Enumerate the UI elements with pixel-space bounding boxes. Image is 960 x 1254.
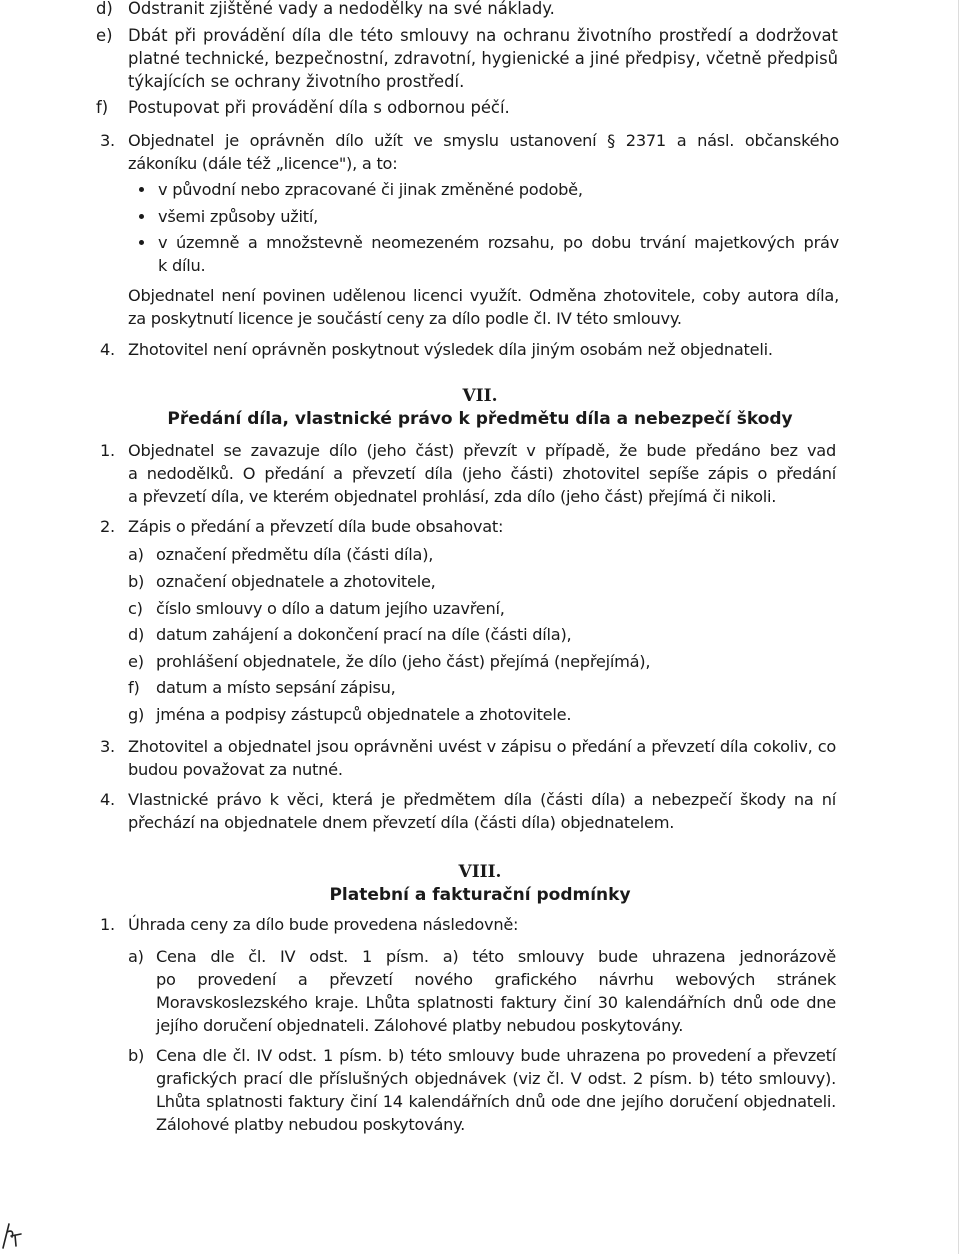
bullet-item: v původní nebo zpracované či jinak změněné podobě, (158, 180, 583, 199)
sub-item: označení předmětu díla (části díla), (156, 545, 434, 564)
item-number: 2. (100, 517, 115, 536)
section-number: VIII. (458, 862, 502, 882)
section-number: VII. (462, 386, 498, 406)
bullet-icon (139, 214, 144, 219)
sub-marker: a) (128, 545, 144, 564)
item-marker: e) (96, 26, 113, 45)
section-title: Předání díla, vlastnické právo k předmětu díla a nebezpečí škody (167, 409, 793, 429)
handwritten-initials-mark (0, 1218, 26, 1252)
item-f-text: Postupovat při provádění díla s odbornou péčí. (128, 98, 510, 117)
item-number: 3. (100, 131, 115, 150)
sub-item: prohlášení objednatele, že dílo (jeho část) přejímá (nepřejímá), (156, 652, 651, 671)
clause-text: Zhotovitel není oprávněn poskytnout výsledek díla jiným osobám než objednateli. (128, 340, 773, 359)
bullet-item-continued: k dílu. (158, 256, 206, 275)
clause-line: a nedodělků. O předání a převzetí díla (jeho části) zhotovitel sepíše zápis o předání (128, 464, 836, 483)
sub-marker: d) (128, 625, 145, 644)
item-number: 4. (100, 340, 115, 359)
clause-text: Zápis o předání a převzetí díla bude obsahovat: (128, 517, 504, 536)
item-e-line: Dbát při provádění díla dle této smlouvy na ochranu životního prostředí a dodržovat (128, 26, 838, 45)
clause-line: Vlastnické právo k věci, která je předmětem díla (části díla) a nebezpečí škody na ní (128, 790, 836, 809)
clause-line: Zhotovitel a objednatel jsou oprávněni uvést v zápisu o předání a převzetí díla cokoliv, co (128, 737, 836, 756)
bullet-icon (139, 240, 144, 245)
scan-edge-line (958, 0, 959, 1254)
item-e-line: platné technické, bezpečnostní, zdravotní, hygienické a jiné předpisy, včetně předpisů (128, 49, 838, 68)
payment-line: Cena dle čl. IV odst. 1 písm. a) této smlouvy bude uhrazena jednorázově (156, 947, 836, 966)
item-e-line: týkajících se ochrany životního prostředí. (128, 72, 465, 91)
clause-line: Objednatel je oprávněn dílo užít ve smyslu ustanovení § 2371 a násl. občanského (128, 131, 839, 150)
clause-line: budou považovat za nutné. (128, 760, 343, 779)
sub-marker: f) (128, 678, 140, 697)
payment-line: Moravskoslezského kraje. Lhůta splatnosti faktury činí 30 kalendářních dnů ode dne (156, 993, 836, 1012)
clause-line: a převzetí díla, ve kterém objednatel prohlásí, zda dílo (jeho část) přejímá či nikoli. (128, 487, 777, 506)
item-number: 4. (100, 790, 115, 809)
item-number: 1. (100, 441, 115, 460)
payment-line: Cena dle čl. IV odst. 1 písm. b) této smlouvy bude uhrazena po provedení a převzetí (156, 1046, 836, 1065)
sub-marker: b) (128, 1046, 145, 1065)
licence-note-line: za poskytnutí licence je součástí ceny za dílo podle čl. IV této smlouvy. (128, 309, 682, 328)
payment-line: Lhůta splatnosti faktury činí 14 kalendářních dnů ode dne jejího doručení objednateli. (156, 1092, 836, 1111)
sub-marker: a) (128, 947, 144, 966)
payment-line: jejího doručení objednateli. Zálohové platby nebudou poskytovány. (156, 1016, 684, 1035)
sub-marker: c) (128, 599, 143, 618)
payment-line: grafických prací dle příslušných objednávek (viz čl. V odst. 2 písm. b) této smlouvy). (156, 1069, 836, 1088)
sub-marker: e) (128, 652, 144, 671)
payment-line: Zálohové platby nebudou poskytovány. (156, 1115, 466, 1134)
clause-text: Úhrada ceny za dílo bude provedena následovně: (128, 915, 519, 934)
sub-item: jména a podpisy zástupců objednatele a zhotovitele. (156, 705, 572, 724)
sub-marker: b) (128, 572, 145, 591)
item-d-text: Odstranit zjištěné vady a nedodělky na své náklady. (128, 0, 555, 18)
sub-item: číslo smlouvy o dílo a datum jejího uzavření, (156, 599, 505, 618)
item-number: 3. (100, 737, 115, 756)
bullet-item: v územně a množstevně neomezeném rozsahu, po dobu trvání majetkových práv (158, 233, 839, 252)
bullet-item: všemi způsoby užití, (158, 207, 318, 226)
payment-line: po provedení a převzetí nového grafického návrhu webových stránek (156, 970, 836, 989)
sub-item: datum zahájení a dokončení prací na díle (části díla), (156, 625, 572, 644)
section-title: Platební a fakturační podmínky (329, 885, 631, 905)
clause-line: Objednatel se zavazuje dílo (jeho část) převzít v případě, že bude předáno bez vad (128, 441, 836, 460)
sub-item: označení objednatele a zhotovitele, (156, 572, 436, 591)
sub-marker: g) (128, 705, 145, 724)
clause-line: přechází na objednatele dnem převzetí díla (části díla) objednatelem. (128, 813, 675, 832)
item-marker: f) (96, 98, 109, 117)
sub-item: datum a místo sepsání zápisu, (156, 678, 396, 697)
item-marker: d) (96, 0, 113, 18)
item-number: 1. (100, 915, 115, 934)
bullet-icon (139, 187, 144, 192)
clause-line: zákoníku (dále též „licence"), a to: (128, 154, 398, 173)
licence-note-line: Objednatel není povinen udělenou licenci využít. Odměna zhotovitele, coby autora díla, (128, 286, 839, 305)
